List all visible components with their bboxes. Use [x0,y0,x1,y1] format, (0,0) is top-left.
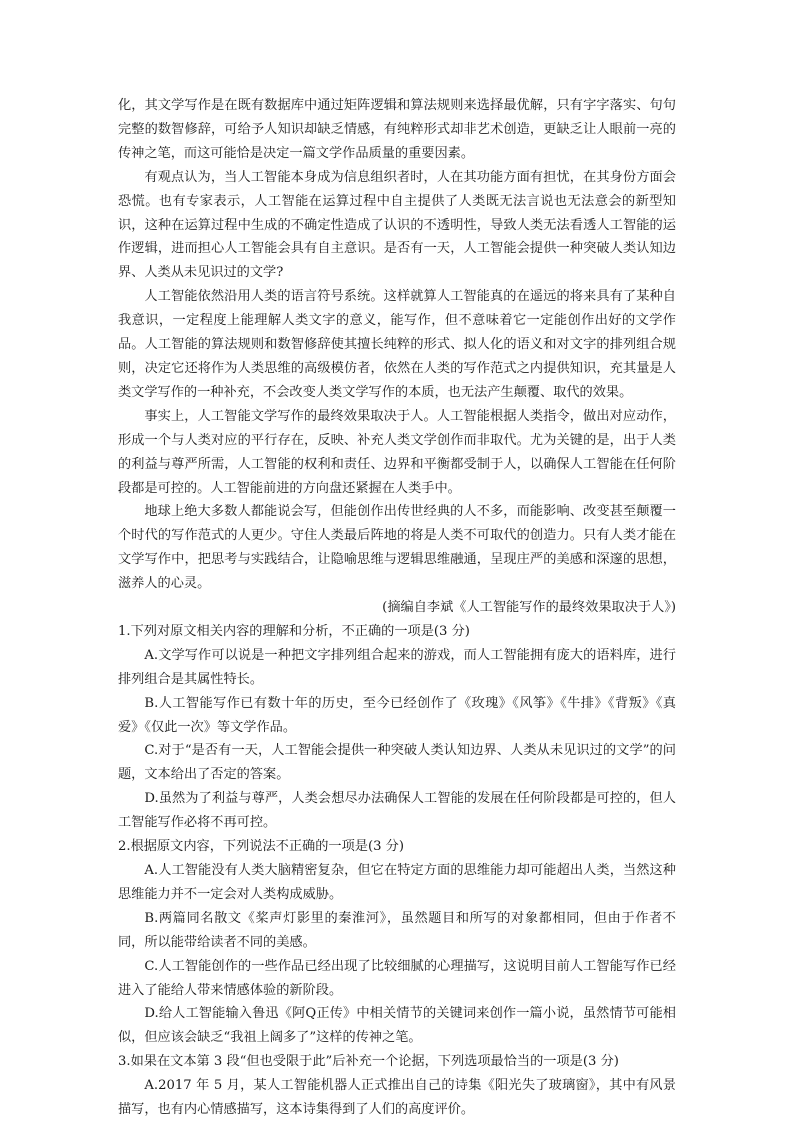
question-3 [118,1050,676,1122]
question-option: A.2017 年 5 月，某人工智能机器人正式推出自己的诗集《阳光失了玻璃窗》，其中有风景描写，也有内心情感描写，这本诗集得到了人们的高度评价。 [118,1078,676,1118]
passage-paragraph-1: 有观点认为，当人工智能本身成为信息组织者时，人在其功能方面有担忧，在其身份方面会恐慌。也有专家表示，人工智能在运算过程中自主提供了人类既无法言说也无法意会的新型知识，这种在运算过程中生成的不确定性造成了认识的不透明性，导致人类无法看透人工智能的运作逻辑，进而担心人工智能会具有自主意识。是否有一天，人工智能会提供一种突破人类认知边界、人类从未见识过的文学? [118,169,676,281]
question-option: D.虽然为了利益与尊严，人类会想尽办法确保人工智能的发展在任何阶段都是可控的，但人工智能写作必将不再可控。 [118,791,676,831]
question-2 [118,835,676,1050]
passage-paragraph-4: 地球上绝大多数人都能说会写，但能创作出传世经典的人不多，而能影响、改变甚至颠覆一个时代的写作范式的人更少。守住人类最后阵地的将是人类不可取代的创造力。只有人类才能在文学写作中，把思考与实践结合，让隐喻思维与逻辑思维融通，呈现庄严的美感和深邃的思想，滋养人的心灵。 [118,504,676,592]
question-stem: 2.根据原文内容，下列说法不正确的一项是(3 分) [118,839,405,855]
question-stem: 3.如果在文本第 3 段“但也受限于此”后补充一个论据，下列选项最恰当的一项是(3 分) [118,1054,619,1070]
question-1 [118,620,676,835]
question-option: C.对于“是否有一天，人工智能会提供一种突破人类认知边界、人类从未见识过的文学”的问题，文本给出了否定的答案。 [118,743,676,783]
passage-paragraph-0: 化，其文学写作是在既有数据库中通过矩阵逻辑和算法规则来选择最优解，只有字字落实、句句完整的数智修辞，可给予人知识却缺乏情感，有纯粹形式却非艺术创造，更缺乏让人眼前一亮的传神之笔，而这可能恰是决定一篇文学作品质量的重要因素。 [118,98,676,161]
passage-paragraph-3: 事实上，人工智能文学写作的最终效果取决于人。人工智能根据人类指令，做出对应动作，形成一个与人类对应的平行存在，反映、补充人类文学创作而非取代。尤为关键的是，出于人类的利益与尊严所需，人工智能的权利和责任、边界和平衡都受制于人，以确保人工智能在任何阶段都是可控的。人工智能前进的方向盘还紧握在人类手中。 [118,408,676,496]
question-stem: 1.下列对原文相关内容的理解和分析，不正确的一项是(3 分) [118,623,470,639]
question-option: C.人工智能创作的一些作品已经出现了比较细腻的心理描写，这说明目前人工智能写作已经进入了能给人带来情感体验的新阶段。 [118,958,676,998]
page-content [118,94,676,1122]
passage-paragraph-2: 人工智能依然沿用人类的语言符号系统。这样就算人工智能真的在遥远的将来具有了某种自我意识，一定程度上能理解人类文字的意义，能写作，但不意味着它一定能创作出好的文学作品。人工智能的算法规则和数智修辞使其擅长纯粹的形式、拟人化的语义和对文字的排列组合规则，决定它还将作为人类思维的高级模仿者，依然在人类的写作范式之内提供知识，充其量是人类文学写作的一种补充，不会改变人类文学写作的本质，也无法产生颠覆、取代的效果。 [118,289,676,400]
question-option: B.人工智能写作已有数十年的历史，至今已经创作了《玫瑰》《风筝》《牛排》《背叛》《真爱》《仅此一次》等文学作品。 [118,695,676,735]
passage-source: (摘编自李斌《人工智能写作的最终效果取决于人》) [382,600,676,616]
question-option: B.两篇同名散文《桨声灯影里的秦淮河》，虽然题目和所写的对象都相同，但由于作者不同，所以能带给读者不同的美感。 [118,910,676,950]
question-option: A.人工智能没有人类大脑精密复杂，但它在特定方面的思维能力却可能超出人类，当然这种思维能力并不一定会对人类构成威胁。 [118,863,676,902]
question-option: A.文学写作可以说是一种把文字排列组合起来的游戏，而人工智能拥有庞大的语料库，进行排列组合是其属性特长。 [118,647,676,687]
question-option: D.给人工智能输入鲁迅《阿Q正传》中相关情节的关键词来创作一篇小说，虽然情节可能相似，但应该会缺乏“我祖上阔多了”这样的传神之笔。 [118,1006,676,1046]
